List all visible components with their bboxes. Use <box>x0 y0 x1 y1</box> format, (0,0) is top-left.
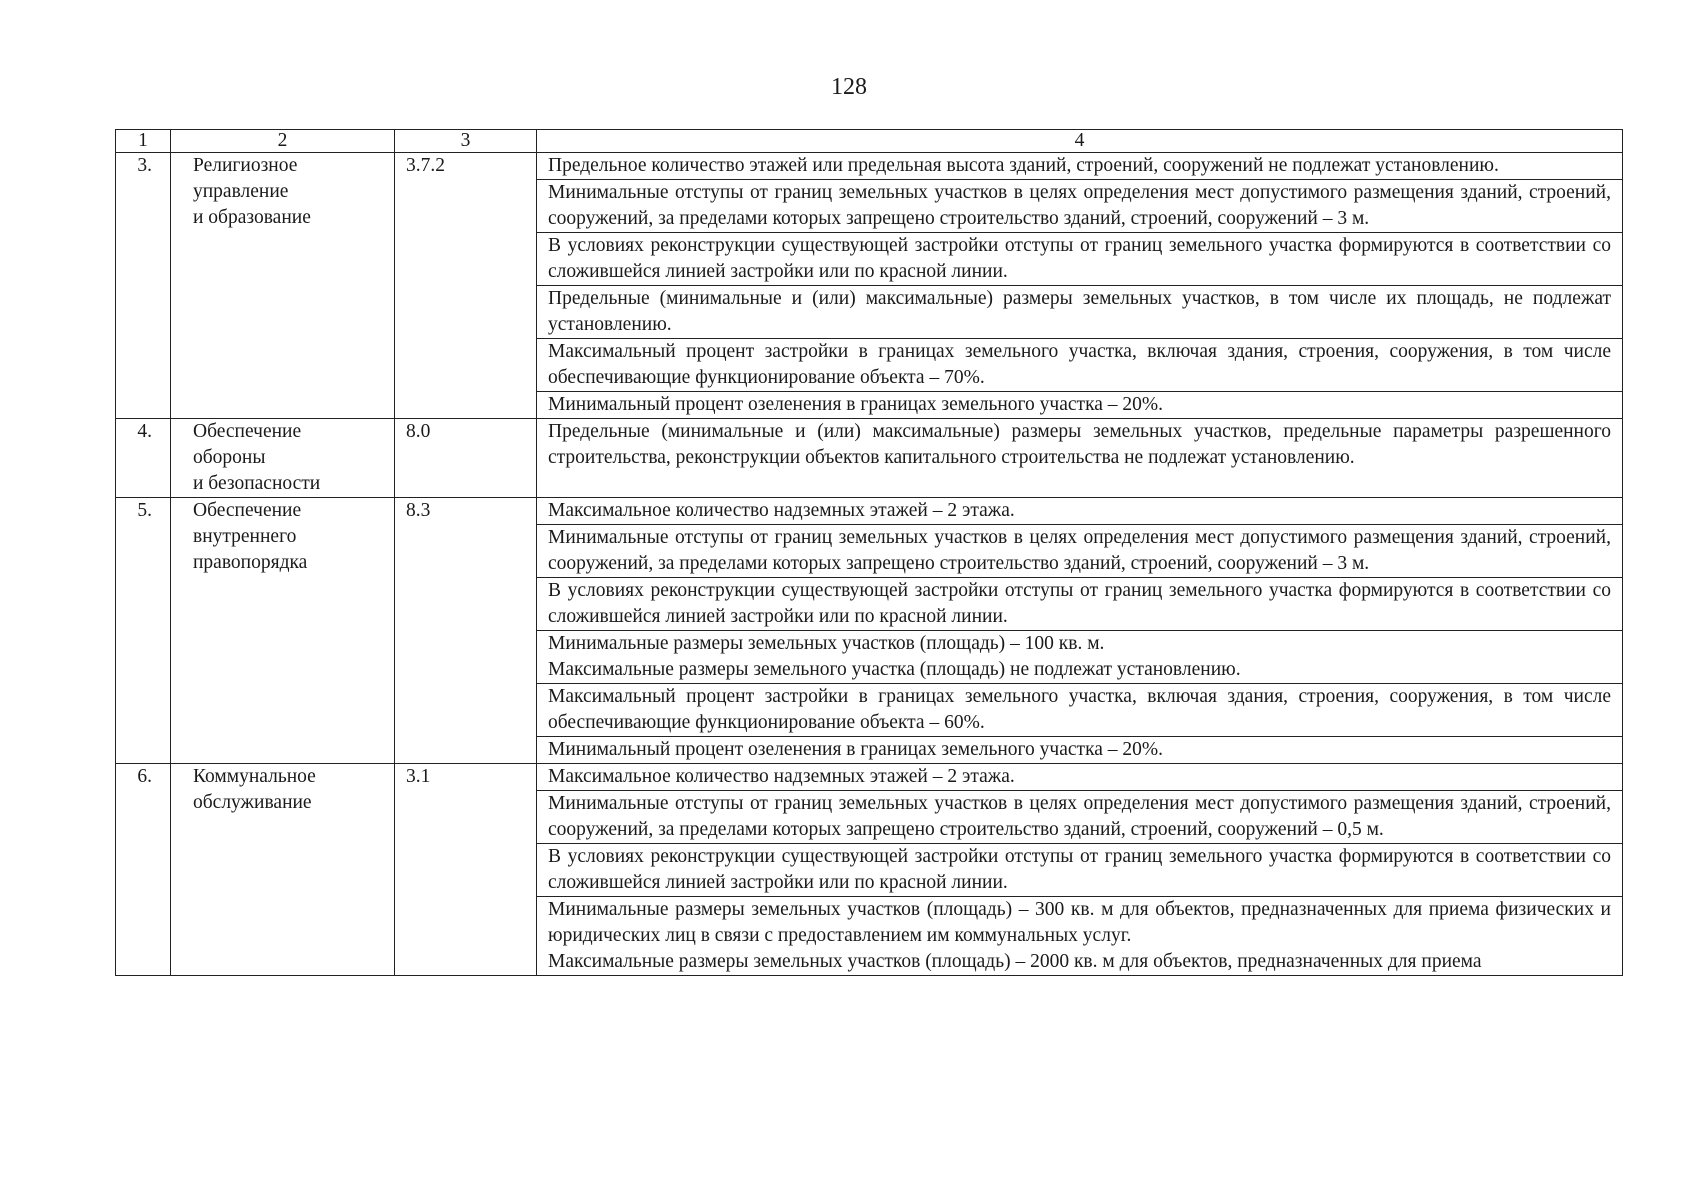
use-type-name-line: Обеспечение <box>193 421 302 442</box>
page-number: 128 <box>831 74 867 100</box>
header-col-1: 1 <box>116 130 171 153</box>
table-row <box>116 764 1623 976</box>
use-type-cell <box>171 419 395 498</box>
parameter-item: Предельное количество этажей или предельная высота зданий, строений, сооружений не подлежат установлению. <box>537 153 1622 180</box>
use-type-name-line: обороны <box>193 447 266 468</box>
use-type-name-line: и образование <box>193 207 311 228</box>
use-type-name <box>171 153 394 231</box>
use-code: 3.7.2 <box>406 155 445 176</box>
parameter-line: Минимальные размеры земельных участков (площадь) – 100 кв. м. <box>548 633 1105 654</box>
use-code: 8.0 <box>406 421 431 442</box>
use-type-name-line: правопорядка <box>193 552 308 573</box>
row-number: 5. <box>137 500 152 521</box>
use-code-cell <box>395 764 537 976</box>
use-type-name-line: и безопасности <box>193 473 321 494</box>
parameter-item: В условиях реконструкции существующей застройки отступы от границ земельного участка формируются в соответствии со сложившейся линией застройки или по красной линии. <box>537 233 1622 286</box>
use-code-cell <box>395 498 537 764</box>
row-number: 6. <box>137 766 152 787</box>
parameter-item <box>537 631 1622 684</box>
row-number-cell <box>116 419 171 498</box>
parameter-item <box>537 897 1622 975</box>
parameter-line: Минимальные размеры земельных участков (площадь) – 300 кв. м для объектов, предназначенных для приема физических и юридических лиц в связи с предоставлением им коммунальных услуг. <box>548 899 1611 946</box>
parameter-line: Максимальные размеры земельного участка (площадь) не подлежат установлению. <box>548 659 1241 680</box>
use-code: 3.1 <box>406 766 431 787</box>
use-type-name-line: обслуживание <box>193 792 312 813</box>
parameter-item: Минимальный процент озеленения в границах земельного участка – 20%. <box>548 739 1164 760</box>
header-col-4: 4 <box>537 130 1623 153</box>
use-code-cell <box>395 153 537 419</box>
row-number: 3. <box>137 155 152 176</box>
table-row <box>116 153 1623 419</box>
use-code-cell <box>395 419 537 498</box>
parameter-item: Максимальное количество надземных этажей – 2 этажа. <box>537 498 1622 525</box>
parameter-item: Минимальные отступы от границ земельных участков в целях определения мест допустимого размещения зданий, строений, сооружений, за пределами которых запрещено строительство зданий, строений, сооружений – 3 м. <box>537 525 1622 578</box>
use-type-name-line: внутреннего <box>193 526 297 547</box>
table-row <box>116 498 1623 764</box>
row-number-cell <box>116 498 171 764</box>
use-type-name <box>171 498 394 576</box>
parameter-item: Минимальные отступы от границ земельных участков в целях определения мест допустимого размещения зданий, строений, сооружений, за пределами которых запрещено строительство зданий, строений, сооружений – 0,5 м. <box>537 791 1622 844</box>
regulations-table <box>115 129 1623 976</box>
parameter-item: В условиях реконструкции существующей застройки отступы от границ земельного участка формируются в соответствии со сложившейся линией застройки или по красной линии. <box>537 844 1622 897</box>
parameter-item: В условиях реконструкции существующей застройки отступы от границ земельного участка формируются в соответствии со сложившейся линией застройки или по красной линии. <box>537 578 1622 631</box>
use-type-cell <box>171 764 395 976</box>
table-row <box>116 419 1623 498</box>
use-type-name <box>171 419 394 497</box>
parameter-item: Минимальные отступы от границ земельных участков в целях определения мест допустимого размещения зданий, строений, сооружений, за пределами которых запрещено строительство зданий, строений, сооружений – 3 м. <box>537 180 1622 233</box>
parameter-item: Предельные (минимальные и (или) максимальные) размеры земельных участков, предельные параметры разрешенного строительства, реконструкции объектов капитального строительства не подлежат установлению. <box>548 421 1611 468</box>
parameters-cell <box>537 764 1623 976</box>
parameter-item: Минимальный процент озеленения в границах земельного участка – 20%. <box>548 394 1164 415</box>
parameter-item: Максимальный процент застройки в границах земельного участка, включая здания, строения, сооружения, в том числе обеспечивающие функционирование объекта – 60%. <box>537 684 1622 737</box>
use-type-name-line: управление <box>193 181 289 202</box>
row-number: 4. <box>137 421 152 442</box>
parameters-cell <box>537 153 1623 419</box>
row-number-cell <box>116 153 171 419</box>
use-code: 8.3 <box>406 500 431 521</box>
row-number-cell <box>116 764 171 976</box>
use-type-name-line: Религиозное <box>193 155 298 176</box>
use-type-name-line: Обеспечение <box>193 500 302 521</box>
table-header-row <box>116 130 1623 153</box>
parameters-cell <box>537 498 1623 764</box>
use-type-name-line: Коммунальное <box>193 766 316 787</box>
header-col-2: 2 <box>171 130 395 153</box>
parameter-line: Максимальные размеры земельных участков (площадь) – 2000 кв. м для объектов, предназначенных для приема <box>548 951 1482 972</box>
parameter-item: Предельные (минимальные и (или) максимальные) размеры земельных участков, в том числе их площадь, не подлежат установлению. <box>537 286 1622 339</box>
parameters-cell <box>537 419 1623 498</box>
use-type-cell <box>171 153 395 419</box>
use-type-cell <box>171 498 395 764</box>
parameter-item: Максимальный процент застройки в границах земельного участка, включая здания, строения, сооружения, в том числе обеспечивающие функционирование объекта – 70%. <box>537 339 1622 392</box>
header-col-3: 3 <box>395 130 537 153</box>
parameter-item: Максимальное количество надземных этажей – 2 этажа. <box>537 764 1622 791</box>
use-type-name <box>171 764 394 816</box>
